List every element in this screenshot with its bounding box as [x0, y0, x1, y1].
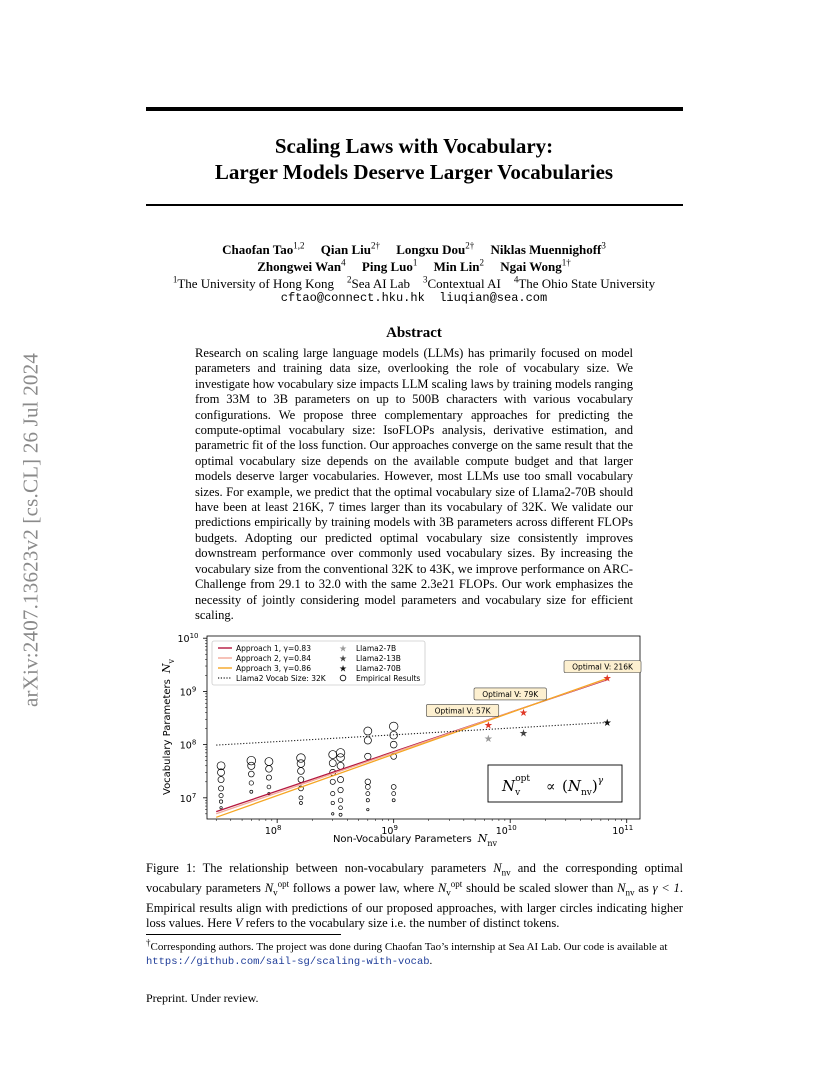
code-repo-link[interactable]: https://github.com/sail-sg/scaling-with-vocab: [146, 956, 430, 968]
author: Ngai Wong$^{1\dagger}$: [500, 257, 571, 274]
affiliation: $^1$The University of Hong Kong: [172, 274, 335, 291]
footnote-rule: [146, 934, 341, 935]
abstract-text: Research on scaling large language models (LLMs) has primarily focused on model parameters and training data size, overlooking the role of vocabulary size. We investigate how vocabulary size impacts LLM scaling laws by training models ranging from 33M to 3B parameters on up to 500B characters with various vocabulary configurations. We propose three complementary approaches for predicting the compute-optimal vocabulary size: IsoFLOPs analysis, derivative estimation, and parametric fit of the loss function. Our approaches converge on the same result that the optimal vocabulary size depends on the available compute budget and that larger models deserve larger vocabularies. However, most LLMs use too small vocabulary sizes. For example, we predict that the optimal vocabulary size of Llama2-70B should have been at least 216K, 7 times larger than its vocabulary of 32K. We validate our predictions empirically by training models with 3B parameters across different FLOPs budgets. Adopting our predicted optimal vocabulary size consistently improves downstream performance over commonly used vocabulary sizes. By increasing the vocabulary size from the conventional 32K to 43K, we improve performance on ARC-Challenge from 29.1 to 32.0 with the same 2.3e21 FLOPs. Our work emphasizes the necessity of jointly considering model parameters and vocabulary size for efficient scaling.: [195, 346, 633, 622]
llama2-star-2: ★: [518, 728, 528, 740]
figure-caption: Figure 1: The relationship between non-vocabulary parameters $N_{nv}$ and the corresponding optimal vocabulary parameters $N_v^{opt}$ follows a power law, where $N_v^{opt}$ should be scaled slower than $N_{nv}$ as γ < 1. Empirical results align with predictions of our proposed approaches, with larger circles indicating higher loss values. Here V refers to the vocabulary size i.e. the number of distinct tokens.: [146, 861, 684, 931]
authors-line1: [0, 241, 828, 258]
abstract-heading: Abstract: [386, 325, 442, 341]
legend-label-empirical: Empirical Results: [356, 674, 421, 683]
x-tick-label: $10^{10}$: [495, 824, 517, 837]
legend: [212, 641, 425, 685]
affiliation: $^2$Sea AI Lab: [347, 274, 411, 291]
author: Ping Luo$^1$: [361, 257, 418, 274]
optimal-v-annotation: Optimal V: 79K: [482, 689, 539, 699]
formula-rhs: $(N_{nv})^\gamma$: [562, 776, 604, 798]
llama2-star-1: ★: [483, 733, 493, 745]
y-tick-label: $10^8$: [179, 738, 197, 752]
legend-star-llama2-70b: ★: [338, 664, 348, 675]
title-top-rule: [146, 107, 683, 111]
arxiv-id: arXiv:2407.13623v2 [cs.CL] 26 Jul 2024: [18, 352, 43, 708]
legend-label-approach-1: Approach 1, γ=0.83: [236, 644, 311, 653]
optimal-vocab-star: ★: [602, 673, 612, 685]
affiliations: [0, 275, 828, 292]
x-tick-label: $10^8$: [264, 824, 282, 837]
legend-star-llama2-13b: ★: [338, 654, 348, 665]
x-tick-label: $10^{11}$: [612, 824, 634, 837]
x-axis-label: Non-Vocabulary Parameters $N_{nv}$: [332, 832, 498, 848]
legend-star-llama2-7b: ★: [338, 644, 348, 655]
affiliation: $^4$The Ohio State University: [513, 274, 656, 291]
title-bottom-rule: [146, 204, 683, 206]
emails: cftao@connect.hku.hk liuqian@sea.com: [280, 291, 548, 305]
affiliation: $^3$Contextual AI: [423, 274, 501, 291]
footnote: †Corresponding authors. The project was done during Chaofan Tao’s internship at Sea AI Lab. Our code is available at https://github.com/sail-sg/scaling-with-vocab.: [146, 937, 668, 968]
paper-title-line2: Larger Models Deserve Larger Vocabularies: [214, 160, 614, 184]
optimal-vocab-star: ★: [483, 720, 493, 732]
formula-relation: ∝: [546, 779, 556, 795]
author: Min Lin$^2$: [433, 257, 484, 274]
legend-label-llama2-vocab: Llama2 Vocab Size: 32K: [236, 674, 326, 683]
optimal-vocab-star: ★: [518, 707, 528, 719]
legend-label-llama2-7b: Llama2-7B: [356, 644, 397, 653]
y-tick-label: $10^9$: [179, 685, 197, 699]
figure-1-chart: [150, 625, 680, 855]
legend-label-llama2-70b: Llama2-70B: [356, 664, 401, 673]
author: Chaofan Tao$^{1,2}$: [222, 240, 305, 257]
paper-title-line1: Scaling Laws with Vocabulary:: [274, 134, 554, 158]
author: Niklas Muennighoff$^3$: [490, 240, 606, 257]
author: Zhongwei Wan$^4$: [257, 257, 346, 274]
llama2-star-3: ★: [602, 717, 612, 729]
arxiv-stamp: [16, 300, 46, 760]
legend-label-llama2-13b: Llama2-13B: [356, 654, 401, 663]
y-tick-label: $10^{10}$: [177, 632, 199, 646]
preprint-note: Preprint. Under review.: [146, 991, 259, 1005]
legend-label-approach-2: Approach 2, γ=0.84: [236, 654, 311, 663]
y-tick-label: $10^7$: [179, 791, 197, 805]
author: Longxu Dou$^{2\dagger}$: [396, 240, 475, 257]
author: Qian Liu$^{2\dagger}$: [320, 240, 380, 257]
formula-lhs: $N_vopt$: [502, 774, 531, 798]
optimal-v-annotation: Optimal V: 216K: [572, 662, 633, 672]
y-axis-label: Vocabulary ParametersN$_v$: [160, 658, 176, 796]
optimal-v-annotation: Optimal V: 57K: [434, 706, 491, 716]
authors-line2: [0, 258, 828, 275]
legend-label-approach-3: Approach 3, γ=0.86: [236, 664, 311, 673]
formula-box: [488, 765, 622, 802]
x-tick-label: $10^9$: [381, 824, 398, 837]
